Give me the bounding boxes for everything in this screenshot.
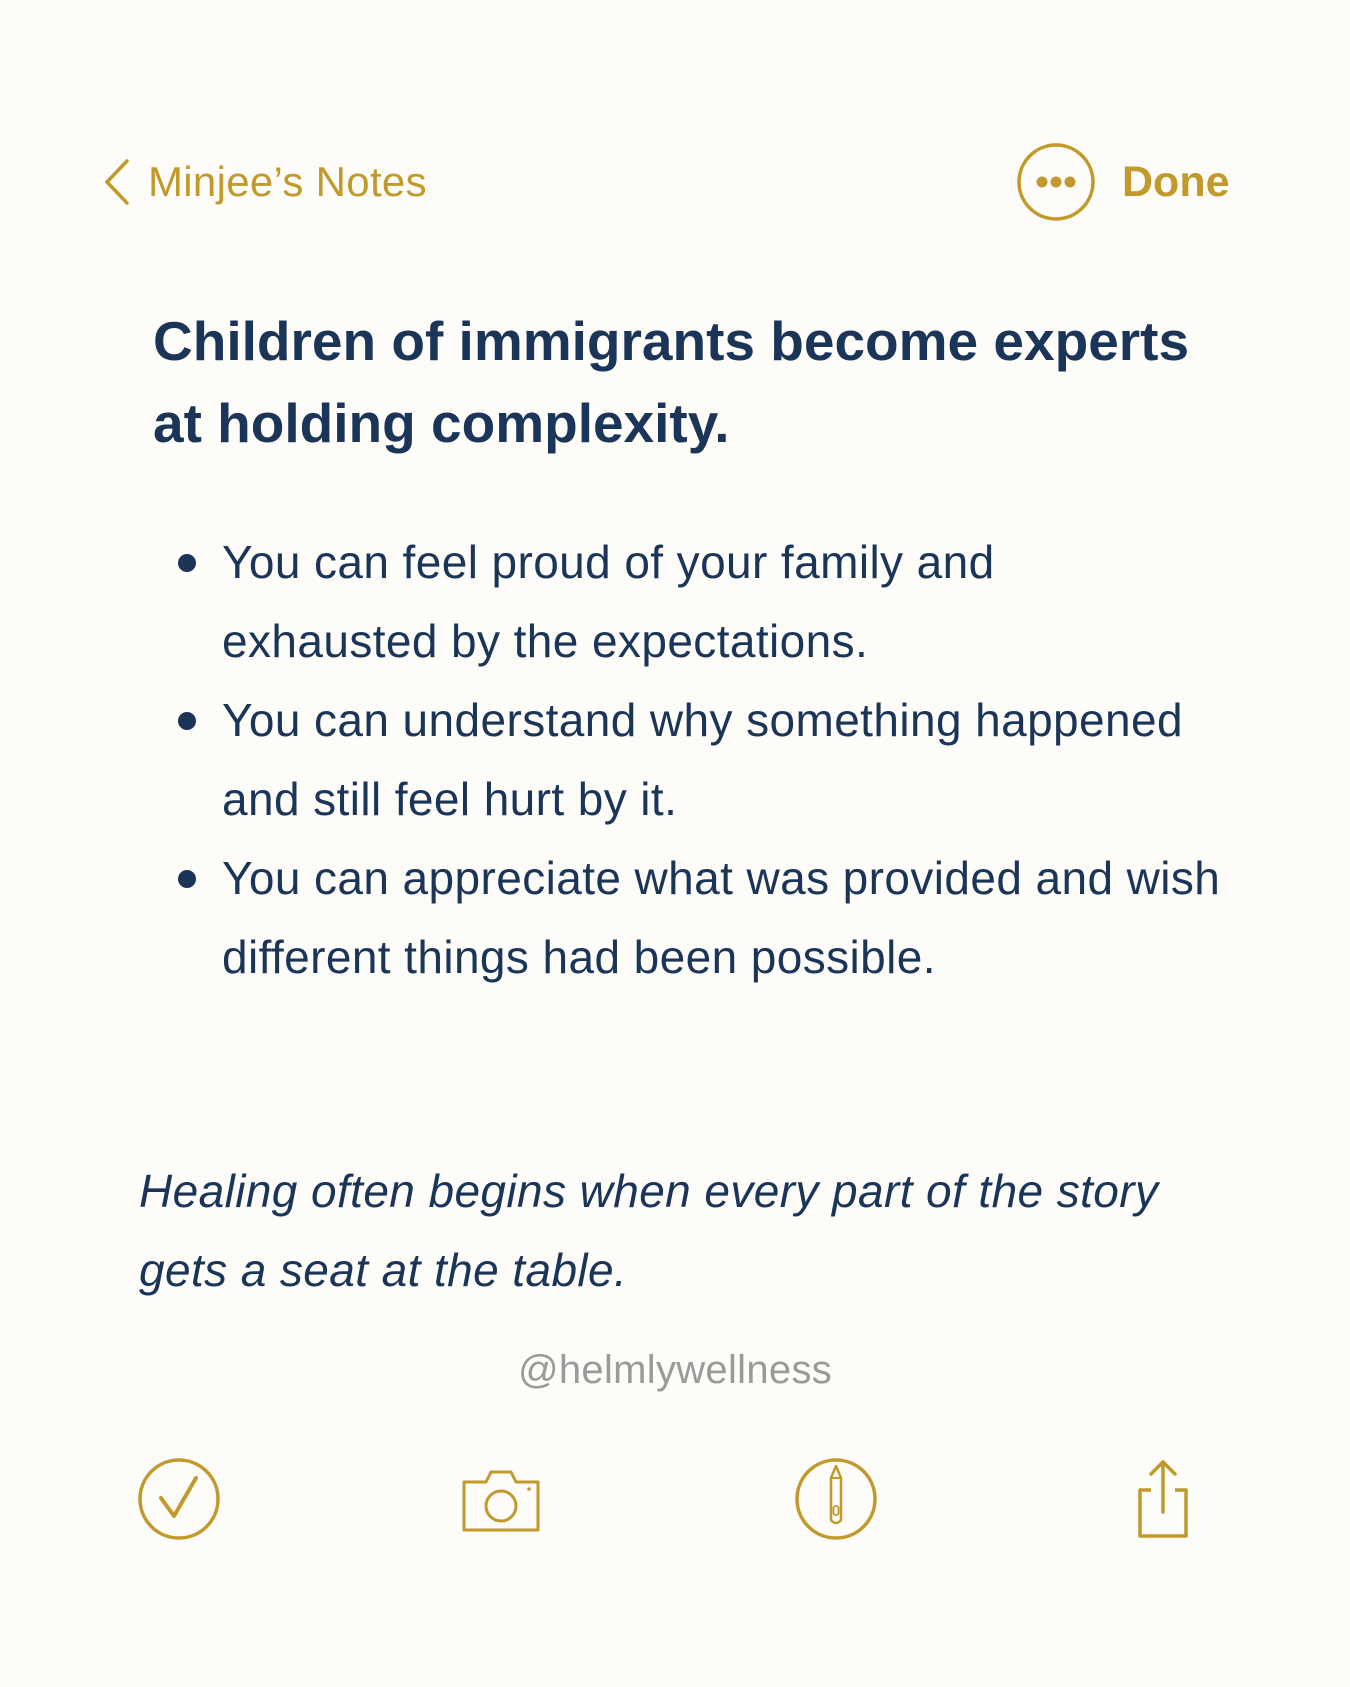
camera-icon[interactable]	[456, 1454, 546, 1544]
bullet-list	[222, 523, 1222, 997]
list-item	[222, 839, 1222, 997]
list-item-text: You can understand why something happened and still feel hurt by it.	[222, 694, 1183, 825]
list-item-text: You can appreciate what was provided and wish different things had been possible.	[222, 852, 1221, 983]
back-button[interactable]	[102, 150, 427, 214]
back-label: Minjee’s Notes	[148, 158, 427, 205]
more-options-icon[interactable]	[1015, 141, 1097, 223]
chevron-left-icon	[102, 157, 132, 207]
note-title: Children of immigrants become experts at holding complexity.	[153, 310, 1190, 454]
bullet-icon	[178, 554, 196, 572]
done-button[interactable]: Done	[1122, 158, 1230, 206]
list-item	[222, 681, 1222, 839]
bullet-icon	[178, 870, 196, 888]
bullet-icon	[178, 712, 196, 730]
closing-quote: Healing often begins when every part of the story gets a seat at the table.	[139, 1165, 1159, 1296]
list-item	[222, 523, 1222, 681]
markup-pen-icon[interactable]	[791, 1454, 881, 1544]
social-handle: @helmlywellness	[517, 1348, 833, 1392]
list-item-text: You can feel proud of your family and exhausted by the expectations.	[222, 536, 995, 667]
share-icon[interactable]	[1118, 1454, 1208, 1544]
checklist-icon[interactable]	[134, 1454, 224, 1544]
